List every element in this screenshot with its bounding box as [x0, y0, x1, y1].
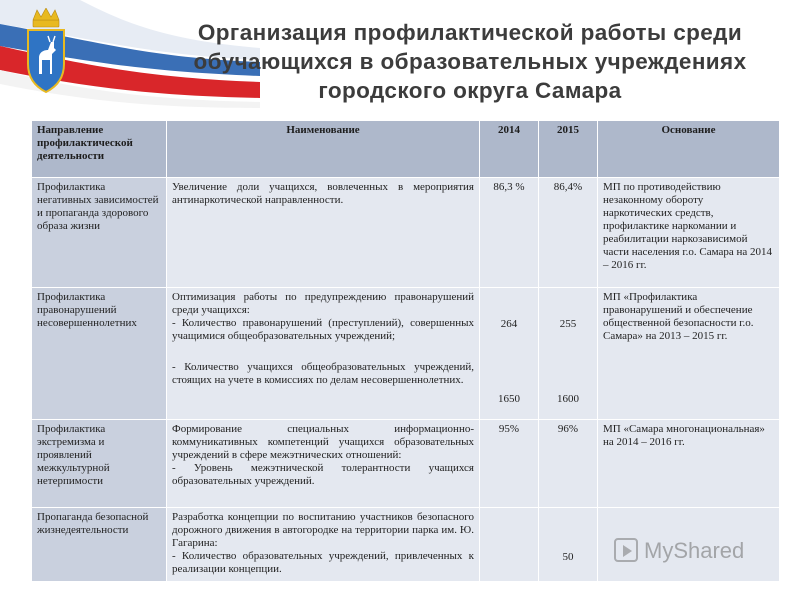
header-2014: 2014	[480, 121, 539, 178]
row-direction: Пропаганда безопасной жизнедеятельности	[32, 508, 167, 582]
table-row	[32, 420, 780, 508]
row-value-2015-a: 255	[559, 318, 577, 330]
header-direction: Направление профилактической деятельности	[32, 121, 167, 178]
row-value-2014-a: 264	[500, 318, 518, 330]
myshared-watermark	[614, 538, 744, 564]
row-name-intro: Оптимизация работы по предупреждению правонарушений среди учащихся:	[172, 291, 474, 316]
slide-title	[150, 18, 790, 105]
row-name-item-1: - Уровень межэтнической толерантности учащихся образовательных учреждений.	[172, 462, 474, 487]
row-name	[167, 420, 480, 508]
row-value-2014	[480, 508, 539, 582]
row-value-2014: 86,3 %	[480, 178, 539, 288]
row-value-2014-b: 1650	[498, 393, 520, 405]
row-basis: МП по противодействию незаконному обороту наркотических средств, профилактике наркомании и реабилитации наркозависимой части населения г.о. Самара на 2014 – 2016 гг.	[598, 178, 780, 288]
row-name-item-1: - Количество образовательных учреждений, привлеченных к реализации концепции.	[172, 550, 474, 575]
watermark-text: MyShared	[644, 538, 745, 563]
table-row	[32, 288, 780, 420]
row-name	[167, 288, 480, 420]
row-direction: Профилактика правонарушений несовершеннолетних	[32, 288, 167, 420]
row-name-item-1: - Количество правонарушений (преступлений), совершенных учащимися общеобразовательных учреждений;	[172, 317, 474, 342]
row-value-2014	[480, 288, 539, 420]
row-direction: Профилактика негативных зависимостей и пропаганда здорового образа жизни	[32, 178, 167, 288]
row-value-2015: 86,4%	[539, 178, 598, 288]
title-line-2: обучающихся в образовательных учреждениях	[193, 49, 747, 74]
header-2015: 2015	[539, 121, 598, 178]
samara-coat-of-arms-icon	[24, 8, 68, 94]
header-name: Наименование	[167, 121, 480, 178]
row-name-item-2: - Количество учащихся общеобразовательных учреждений, стоящих на учете в комиссиях по делам несовершеннолетних.	[172, 361, 474, 386]
row-value-2015-a: 50	[562, 551, 574, 563]
row-value-2014: 95%	[480, 420, 539, 508]
row-direction: Профилактика экстремизма и проявлений межкультурной нетерпимости	[32, 420, 167, 508]
table-header-row	[32, 121, 780, 178]
row-name	[167, 508, 480, 582]
title-line-3: городского округа Самара	[318, 78, 622, 103]
prevention-work-table	[31, 120, 780, 582]
row-value-2015: 96%	[539, 420, 598, 508]
row-value-2015-b: 1600	[557, 393, 579, 405]
table-row	[32, 178, 780, 288]
row-name: Увеличение доли учащихся, вовлеченных в мероприятия антинаркотической направленности.	[167, 178, 480, 288]
row-basis: МП «Профилактика правонарушений и обеспечение общественной безопасности г.о. Самара» на 2013 – 2015 гг.	[598, 288, 780, 420]
header-basis: Основание	[598, 121, 780, 178]
row-name-intro: Формирование специальных информационно-коммуникативных компетенций учащихся образовательных учреждений в сфере межэтнических отношений:	[172, 423, 474, 461]
row-name-intro: Разработка концепции по воспитанию участников безопасного дорожного движения в автогородке на территории парка им. Ю. Гагарина:	[172, 511, 474, 549]
row-value-2015	[539, 508, 598, 582]
row-value-2015	[539, 288, 598, 420]
myshared-play-icon	[614, 538, 638, 562]
title-line-1: Организация профилактической работы среди	[197, 20, 743, 45]
row-basis: МП «Самара многонациональная» на 2014 – 2016 гг.	[598, 420, 780, 508]
